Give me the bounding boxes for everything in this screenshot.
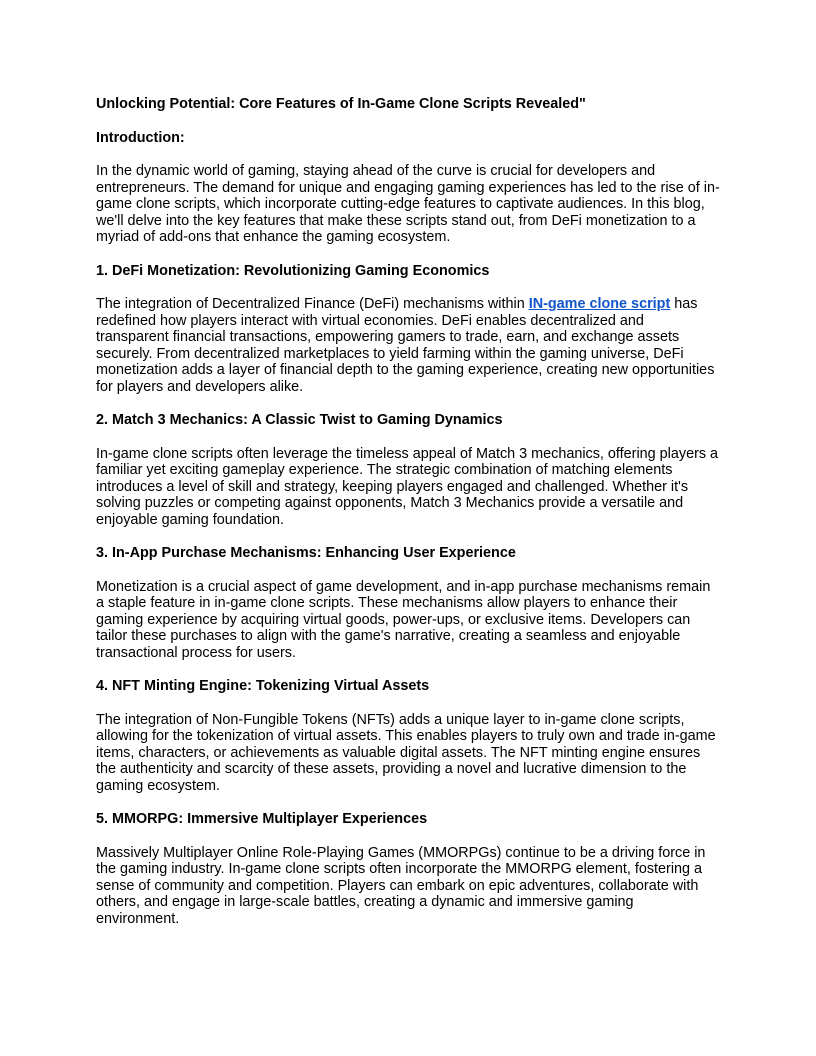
section-1-text-before-link: The integration of Decentralized Finance (DeFi) mechanisms within [96,296,529,312]
in-game-clone-script-link[interactable]: IN-game clone script [528,296,671,312]
section-5-heading: 5. MMORPG: Immersive Multiplayer Experiences [96,811,428,827]
section-4-heading: 4. NFT Minting Engine: Tokenizing Virtual Assets [96,678,430,694]
section-3-paragraph: Monetization is a crucial aspect of game development, and in-app purchase mechanisms remain a staple feature in in-game clone scripts. These mechanisms allow players to enhance their gaming experience by acquiring virtual goods, power-ups, or exclusive items. Developers can tailor these purchases to align with the game's narrative, creating a seamless and enjoyable transactional process for users. [96,578,711,661]
document-title: Unlocking Potential: Core Features of In-Game Clone Scripts Revealed" [96,96,586,112]
section-1-paragraph [96,296,720,395]
section-2-heading: 2. Match 3 Mechanics: A Classic Twist to Gaming Dynamics [96,412,503,428]
section-2-paragraph: In-game clone scripts often leverage the timeless appeal of Match 3 mechanics, offering players a familiar yet exciting gameplay experience. The strategic combination of matching elements introduces a level of skill and strategy, keeping players engaged and challenged. Whether it's solving puzzles or competing against opponents, Match 3 Mechanics provide a versatile and enjoyable gaming foundation. [96,445,719,528]
intro-heading: Introduction: [96,129,185,146]
section-4-paragraph: The integration of Non-Fungible Tokens (NFTs) adds a unique layer to in-game clone scripts, allowing for the tokenization of virtual assets. This enables players to truly own and trade in-game items, characters, or achievements as valuable digital assets. The NFT minting engine ensures the authenticity and scarcity of these assets, providing a novel and lucrative dimension to the gaming ecosystem. [96,711,716,794]
section-5-paragraph: Massively Multiplayer Online Role-Playing Games (MMORPGs) continue to be a driving force in the gaming industry. In-game clone scripts often incorporate the MMORPG element, fostering a sense of community and competition. Players can embark on epic adventures, collaborate with others, and engage in large-scale battles, creating a dynamic and immersive gaming environment. [96,844,706,927]
section-3-heading: 3. In-App Purchase Mechanisms: Enhancing User Experience [96,545,516,561]
section-1-heading: 1. DeFi Monetization: Revolutionizing Gaming Economics [96,262,490,279]
section-1-text-after-link: has redefined how players interact with virtual economies. DeFi enables decentralized and transparent financial transactions, empowering gamers to trade, earn, and exchange assets securely. From decentralized marketplaces to yield farming within the gaming universe, DeFi monetization adds a layer of financial depth to the gaming experience, creating new opportunities for players and developers alike. [96,296,715,395]
intro-paragraph: In the dynamic world of gaming, staying ahead of the curve is crucial for developers and entrepreneurs. The demand for unique and engaging gaming experiences has led to the rise of in-game clone scripts, which incorporate cutting-edge features to captivate audiences. In this blog, we'll delve into the key features that make these scripts stand out, from DeFi monetization to a myriad of add-ons that enhance the gaming ecosystem. [96,163,720,245]
